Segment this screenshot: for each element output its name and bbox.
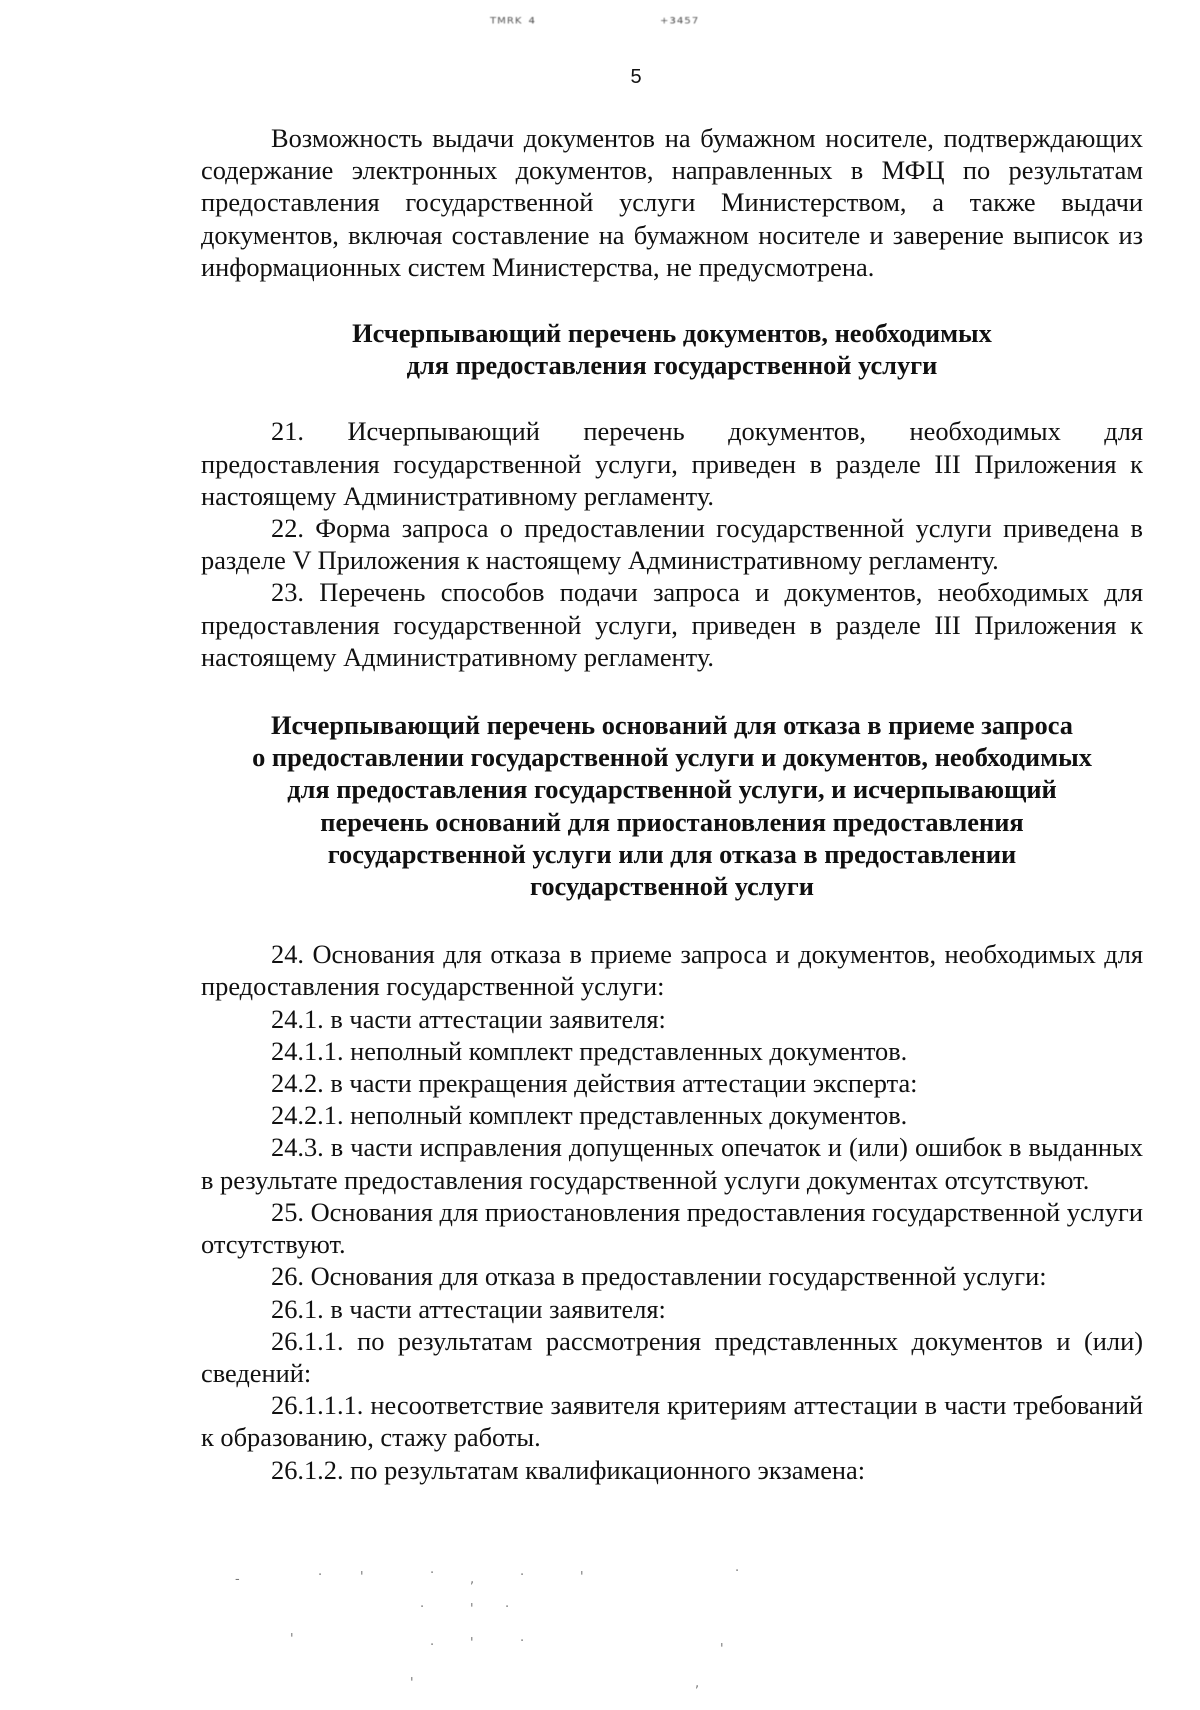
heading-line: Исчерпывающий перечень оснований для отказа в приеме запроса bbox=[271, 710, 1073, 741]
scan-speck: ' bbox=[470, 1636, 474, 1651]
intro-paragraph: Возможность выдачи документов на бумажном носителе, подтверждающих содержание электронных документов, направленных в МФЦ по результатам предоставления государственной услуги Министерством, а также выдачи документов, включая составление на бумажном носителе и заверение выписок из информационных систем Министерства, не предусмотрена. bbox=[201, 123, 1143, 282]
paragraph-24: 24. Основания для отказа в приеме запроса и документов, необходимых для предоставления государственной услуги: bbox=[201, 939, 1143, 1002]
heading-line: Исчерпывающий перечень документов, необходимых bbox=[352, 318, 992, 349]
scan-speck: · bbox=[735, 1564, 740, 1579]
paragraph-26: 26. Основания для отказа в предоставлении государственной услуги: bbox=[271, 1261, 1047, 1292]
paragraph-24-3: 24.3. в части исправления допущенных опечаток и (или) ошибок в выданных в результате предоставления государственной услуги документах отсутствуют. bbox=[201, 1132, 1143, 1195]
scan-speck: · bbox=[505, 1600, 510, 1615]
scan-speck: · bbox=[430, 1566, 435, 1581]
scan-artifact-right: ⁺³⁴⁵⁷ bbox=[660, 14, 700, 33]
scan-speck: , bbox=[695, 1676, 700, 1691]
scan-speck: ' bbox=[360, 1570, 364, 1585]
scan-artifact-left: ᵀᴹᴿᴷ ⁴ bbox=[490, 14, 536, 33]
scan-speck: · bbox=[430, 1638, 435, 1653]
paragraph-24-1: 24.1. в части аттестации заявителя: bbox=[271, 1003, 666, 1034]
scan-speck: ' bbox=[410, 1676, 414, 1691]
page-number: 5 bbox=[630, 66, 642, 88]
scan-speck: · bbox=[520, 1568, 525, 1583]
paragraph-26-1-2: 26.1.2. по результатам квалификационного экзамена: bbox=[271, 1454, 866, 1485]
scan-speck: ' bbox=[580, 1570, 584, 1585]
paragraph-21: 21. Исчерпывающий перечень документов, необходимых для предоставления государственной услуги, приведен в разделе III Приложения к настоящему Административному регламенту. bbox=[201, 416, 1143, 511]
scan-speck: · bbox=[520, 1634, 525, 1649]
scan-speck: ' bbox=[720, 1642, 724, 1657]
document-body bbox=[201, 122, 1143, 1486]
heading-line: о предоставлении государственной услуги и документов, необходимых bbox=[252, 742, 1092, 773]
scan-speck: · bbox=[318, 1568, 323, 1583]
scan-speck: · bbox=[420, 1600, 425, 1615]
paragraph-26-1: 26.1. в части аттестации заявителя: bbox=[271, 1293, 666, 1324]
scan-speck: ' bbox=[290, 1632, 294, 1647]
heading-line: перечень оснований для приостановления предоставления bbox=[320, 806, 1024, 837]
paragraph-24-2: 24.2. в части прекращения действия аттестации эксперта: bbox=[271, 1068, 918, 1099]
paragraph-26-1-1: 26.1.1. по результатам рассмотрения представленных документов и (или) сведений: bbox=[201, 1325, 1143, 1388]
paragraph-22: 22. Форма запроса о предоставлении государственной услуги приведена в разделе V Приложения к настоящему Административному регламенту. bbox=[201, 513, 1143, 576]
heading-line: для предоставления государственной услуги bbox=[406, 350, 938, 381]
paragraph-25: 25. Основания для приостановления предоставления государственной услуги отсутствуют. bbox=[201, 1196, 1143, 1260]
paragraph-24-2-1: 24.2.1. неполный комплект представленных документов. bbox=[271, 1100, 908, 1131]
heading-line: государственной услуги bbox=[530, 871, 814, 902]
paragraph-23: 23. Перечень способов подачи запроса и документов, необходимых для предоставления государственной услуги, приведен в разделе III Приложения к настоящему Административному регламенту. bbox=[201, 577, 1143, 672]
scan-speck: ' bbox=[470, 1602, 474, 1617]
heading-line: для предоставления государственной услуги, и исчерпывающий bbox=[287, 774, 1057, 805]
section-heading-refusal-grounds bbox=[201, 709, 1143, 902]
paragraph-24-1-1: 24.1.1. неполный комплект представленных документов. bbox=[271, 1035, 908, 1066]
scan-speck: - bbox=[235, 1572, 240, 1587]
heading-line: государственной услуги или для отказа в предоставлении bbox=[327, 838, 1017, 869]
scan-speck: , bbox=[470, 1572, 475, 1587]
section-heading-documents bbox=[201, 317, 1143, 381]
scan-noise bbox=[0, 1560, 1200, 1710]
paragraph-26-1-1-1: 26.1.1.1. несоответствие заявителя критериям аттестации в части требований к образованию, стажу работы. bbox=[201, 1390, 1143, 1453]
